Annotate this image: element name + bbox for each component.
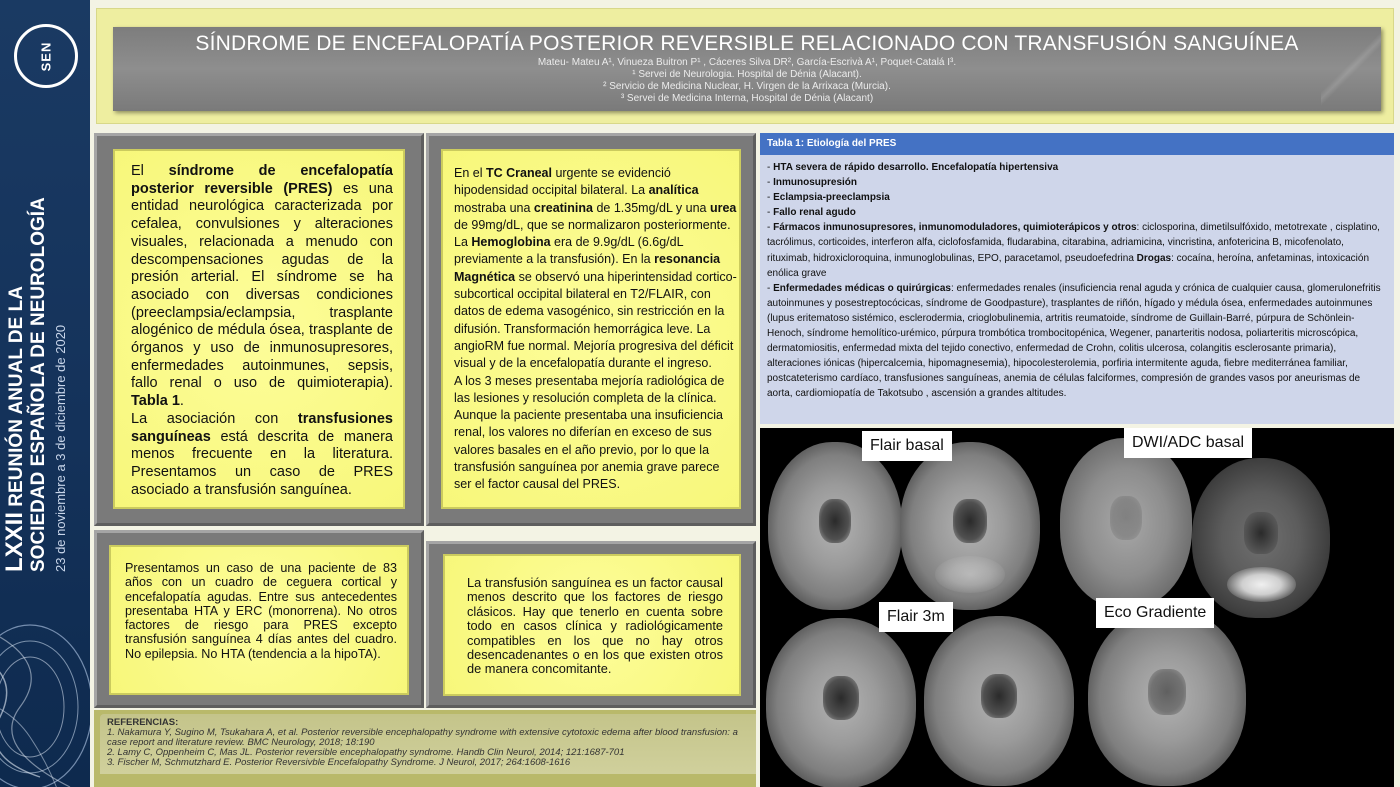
- sidebar: [0, 0, 90, 787]
- mri-flair-3m-2: [924, 616, 1074, 786]
- label-eco-gradiente: Eco Gradiente: [1096, 598, 1214, 628]
- case-text: Presentamos un caso de una paciente de 83 años con un cuadro de ceguera cortical y encefalopatía agudas. Entre sus antecedentes presentaba HTA y ERC (monorrena). No otros factores de riesgo para PRES excepto transfusión sanguínea 4 días antes del cuadro. No epilepsia. No HTA (tendencia a la hipoTA).: [125, 561, 397, 661]
- mri-flair-3m-1: [766, 618, 916, 787]
- mri-flair-basal-2: [900, 442, 1040, 610]
- intro-text: El síndrome de encefalopatía posterior reversible (PRES) es una entidad neurológica caracterizada por cefalea, convulsiones y alteraciones visuales, relacionada a menudo con descompensaciones agudas de la presión arterial. El síndrome se ha asociado con diversas condiciones (preeclampsia/eclampsia, trasplante alogénico de médula ósea, trasplante de órganos y uso de inmunosupresores, enfermedades autoinmunes, sepsis, fallo renal o uso de quimioterapia). Tabla 1. La asociación con transfusiones sanguíneas está descrita de manera menos frecuente en la literatura. Presentamos un caso de PRES asociado a transfusión sanguínea.: [131, 163, 393, 498]
- brain-illustration: [0, 597, 90, 787]
- reference-3: 3. Fischer M, Schmutzhard E. Posterior Reversivble Encefalopathy Syndrome. J Neurol, 2017; 264:1608-1616: [107, 757, 571, 768]
- mri-images: [760, 428, 1394, 787]
- mri-adc-basal: [1192, 458, 1330, 618]
- reference-2: 2. Lamy C, Oppenheim C, Mas JL. Posterior reversible encephalopathy syndrome. Handb Clin Neurol, 2014; 121:1687-701: [107, 747, 625, 758]
- mri-dwi-basal: [1060, 438, 1192, 608]
- affiliation-2: ² Servicio de Medicina Nuclear, H. Virgen de la Arrixaca (Murcia).: [603, 81, 891, 92]
- sen-logo-text: SEN: [38, 41, 54, 71]
- affiliation-1: ¹ Servei de Neurologia. Hospital de Dénia (Alacant).: [632, 69, 862, 80]
- title-banner: [96, 8, 1394, 124]
- poster-title: SÍNDROME DE ENCEFALOPATÍA POSTERIOR REVERSIBLE RELACIONADO CON TRANSFUSIÓN SANGUÍNEA: [195, 32, 1299, 55]
- etiology-table: [760, 133, 1394, 424]
- meeting-edition: LXXII: [1, 511, 28, 572]
- authors: Mateu- Mateu A¹, Vinueza Buitron P¹ , Cáceres Silva DR², García-Escrivà A¹, Poquet-Catalá I³.: [537, 57, 957, 68]
- sen-logo: [14, 24, 78, 88]
- meeting-line1: REUNIÓN ANUAL DE LA: [6, 286, 27, 507]
- conclusion-panel: [426, 541, 756, 708]
- sidebar-meeting-title: [1, 197, 86, 572]
- banner-decoration: [1321, 27, 1381, 111]
- meeting-line2: SOCIEDAD ESPAÑOLA DE NEUROLOGÍA: [28, 197, 49, 572]
- label-flair-basal: Flair basal: [862, 431, 952, 461]
- results-panel: [426, 133, 756, 526]
- affiliation-3: ³ Servei de Medicina Interna, Hospital de Dénia (Alacant): [620, 93, 874, 104]
- label-flair-3m: Flair 3m: [879, 602, 953, 632]
- references-title: REFERENCIAS:: [107, 717, 179, 728]
- intro-panel: [94, 133, 424, 526]
- case-panel: [94, 530, 424, 708]
- meeting-dates: 23 de noviembre a 3 de diciembre de 2020: [53, 324, 68, 572]
- table-title: Tabla 1: Etiología del PRES: [760, 133, 1394, 155]
- mri-flair-basal-1: [768, 442, 902, 610]
- table-body: - HTA severa de rápido desarrollo. Encefalopatía hipertensiva - Inmunosupresión - Eclampsia-preeclampsia - Fallo renal agudo - Fármacos inmunosupresores, inmunomoduladores, quimioterápicos y otros: ciclosporina, dimetilsulfóxido, metotrexate , cisplatino, tacrólimus, corticoides, interferon alfa, ciclofosfamida, fludarabina, citarabina, adriamicina, vincristina, anfotericina B, micofenolato, rituximab, hidroxicloroquina, inmunoglobulinas, EPO, paracetamol, pseudoefedrina Drogas: cocaína, heroína, anfetaminas, intoxicación enólica grave - Enfermedades médicas o quirúrgicas: enfermedades renales (insuficiencia renal aguda y crónica de cualquier causa, glomerulonefritis autoinmunes y posestreptocócicas, síndrome de Goodpasture), trasplantes de riñón, hígado y médula ósea, enfermedades autoinmunes (lupus eritematoso sistémico, esclerodermia, crioglobulinemia, artritis reumatoide, síndrome de Guillain-Barré, púrpura de Schönlein-Henoch, síndrome hemolítico-urémico, púrpura trombótica trombocitopénica, Wegener, panarteritis nodosa, poliarteritis microscópica, dermatomiositis, enfermedad mixta del tejido conectivo, enfermedad de Crohn, colitis ulcerosa, colangitis esclerosante primaria), alteraciones iónicas (hipercalcemia, hipomagnesemia), hipocolesterolemia, porfiria intermitente aguda, fiebre mediterránea familiar, postcateterismo cardíaco, transfusiones sanguíneas, anemia de células falciformes, compresión de grandes vasos por aneurismas de aorta, cardiomiopatía de Takotsubo , ascensión a grandes altitudes.: [767, 162, 1381, 400]
- title-box: [113, 27, 1381, 111]
- references-box: [94, 710, 756, 787]
- results-text: En el TC Craneal urgente se evidenció hipodensidad occipital bilateral. La analítica mostraba una creatinina de 1.35mg/dL y una urea de 99mg/dL, que se normalizaron posteriormente. La Hemoglobina era de 9.9g/dL (6.6g/dL previamente a la transfusión). En la resonancia Magnética se observó una hiperintensidad cortico-subcortical occipital bilateral en T2/FLAIR, con datos de edema vasogénico, sin restricción en la difusión. Transformación hemorrágica leve. La angioRM fue normal. Mejoría progresiva del déficit visual y de la encefalopatía durante el ingreso. A los 3 meses presentaba mejoría radiológica de las lesiones y resolución completa de la clínica. Aunque la paciente presentaba una insuficiencia renal, los valores no diferían en exceso de sus valores basales en el año previo, por lo que la transfusión sanguínea por anemia grave parece ser el factor causal del PRES.: [454, 166, 737, 492]
- conclusion-text: La transfusión sanguínea es un factor causal menos descrito que los factores de riesgo clásicos. Hay que tenerlo en cuenta sobre todo en casos clínica y radiológicamente compatibles en los que no hay otros desencadenantes o en los que existen otros de manera concomitante.: [467, 575, 723, 677]
- label-dwi-adc-basal: DWI/ADC basal: [1124, 428, 1252, 458]
- mri-echo-gradient: [1088, 608, 1246, 786]
- reference-1: 1. Nakamura Y, Sugino M, Tsukahara A, et al. Posterior reversible encephalopathy syndrome with extensive cytotoxic edema after blood transfusion: a case report and literature review. BMC Neurology, 2018; 18:190: [107, 727, 738, 748]
